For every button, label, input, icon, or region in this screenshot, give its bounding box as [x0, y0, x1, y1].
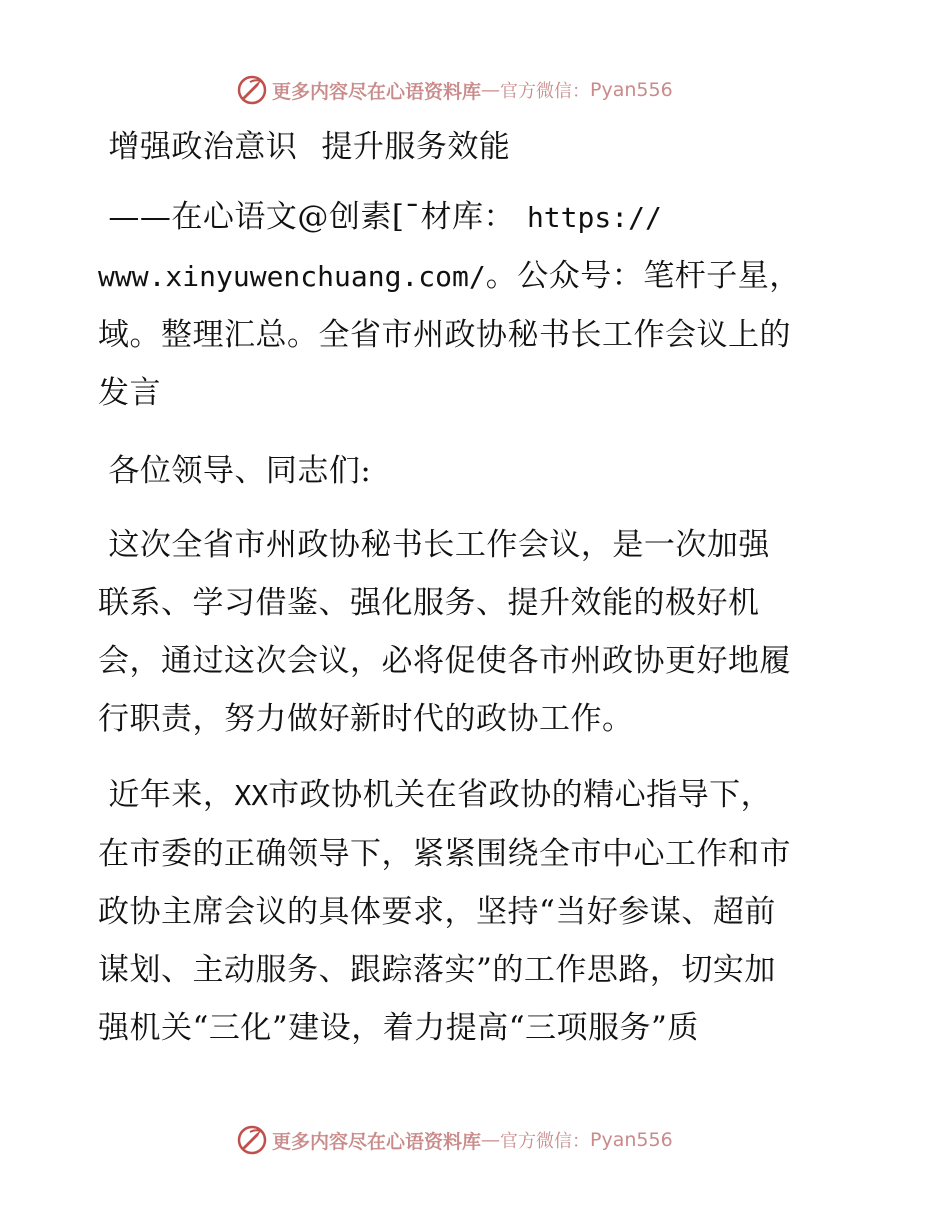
header-watermark — [236, 72, 673, 108]
footer-watermark — [236, 1122, 673, 1158]
subtitle-text: ——在心语文@创素[¯材库： — [108, 199, 515, 235]
watermark-dash: — — [481, 79, 501, 101]
paragraph-line: 强机关“三化”建设，着力提高“三项服务”质 — [98, 1010, 699, 1046]
paragraph-line — [98, 516, 858, 574]
line-text: 市政协机关在省政协的精心指导下， — [268, 777, 773, 813]
document-subtitle — [98, 188, 858, 422]
line-text: 近年来， — [108, 777, 235, 813]
subtitle-line — [98, 188, 858, 247]
subtitle-line: 发言 — [98, 375, 161, 411]
line-text: 这次全省市州政协秘书长工作会议，是一次加强 — [108, 527, 770, 563]
document-title — [98, 118, 858, 176]
watermark-text: 更多内容尽在心语资料库 — [272, 1130, 482, 1153]
paragraph-line — [98, 766, 858, 825]
subtitle-line: 域。整理汇总。全省市州政协秘书长工作会议上的 — [98, 317, 791, 353]
subtitle-url-prefix: https:// — [526, 201, 662, 234]
paragraph-line: 政协主席会议的具体要求，坚持“当好参谋、超前 — [98, 894, 776, 930]
paragraph-line: 行职责，努力做好新时代的政协工作。 — [98, 701, 634, 737]
city-placeholder: XX — [234, 779, 269, 812]
pen-logo-icon — [236, 74, 268, 106]
paragraph-line: 会，通过这次会议，必将促使各市州政协更好地履 — [98, 643, 791, 679]
pen-logo-icon — [236, 1124, 268, 1156]
subtitle-text: 。公众号：笔杆子星， — [485, 258, 801, 294]
paragraph-line: 谋划、主动服务、跟踪落实”的工作思路，切实加 — [98, 952, 776, 988]
greeting-text: 各位领导、同志们: — [108, 453, 372, 489]
greeting — [98, 442, 858, 500]
title-part-1: 增强政治意识 — [108, 129, 298, 165]
paragraph-2 — [98, 766, 858, 1057]
paragraph-1 — [98, 516, 858, 748]
watermark-label: 官方微信： — [500, 81, 591, 102]
subtitle-line — [98, 247, 858, 306]
watermark-text: 更多内容尽在心语资料库 — [272, 80, 482, 103]
watermark-wechat-id: Pyan556 — [590, 1129, 673, 1151]
watermark-wechat-id: Pyan556 — [590, 79, 673, 101]
title-part-2: 提升服务效能 — [321, 129, 511, 165]
watermark-dash: — — [481, 1129, 501, 1151]
paragraph-line: 在市委的正确领导下，紧紧围绕全市中心工作和市 — [98, 836, 791, 872]
subtitle-url: www.xinyuwenchuang.com/ — [98, 260, 486, 293]
paragraph-line: 联系、学习借鉴、强化服务、提升效能的极好机 — [98, 585, 760, 621]
watermark-label: 官方微信： — [500, 1131, 591, 1152]
